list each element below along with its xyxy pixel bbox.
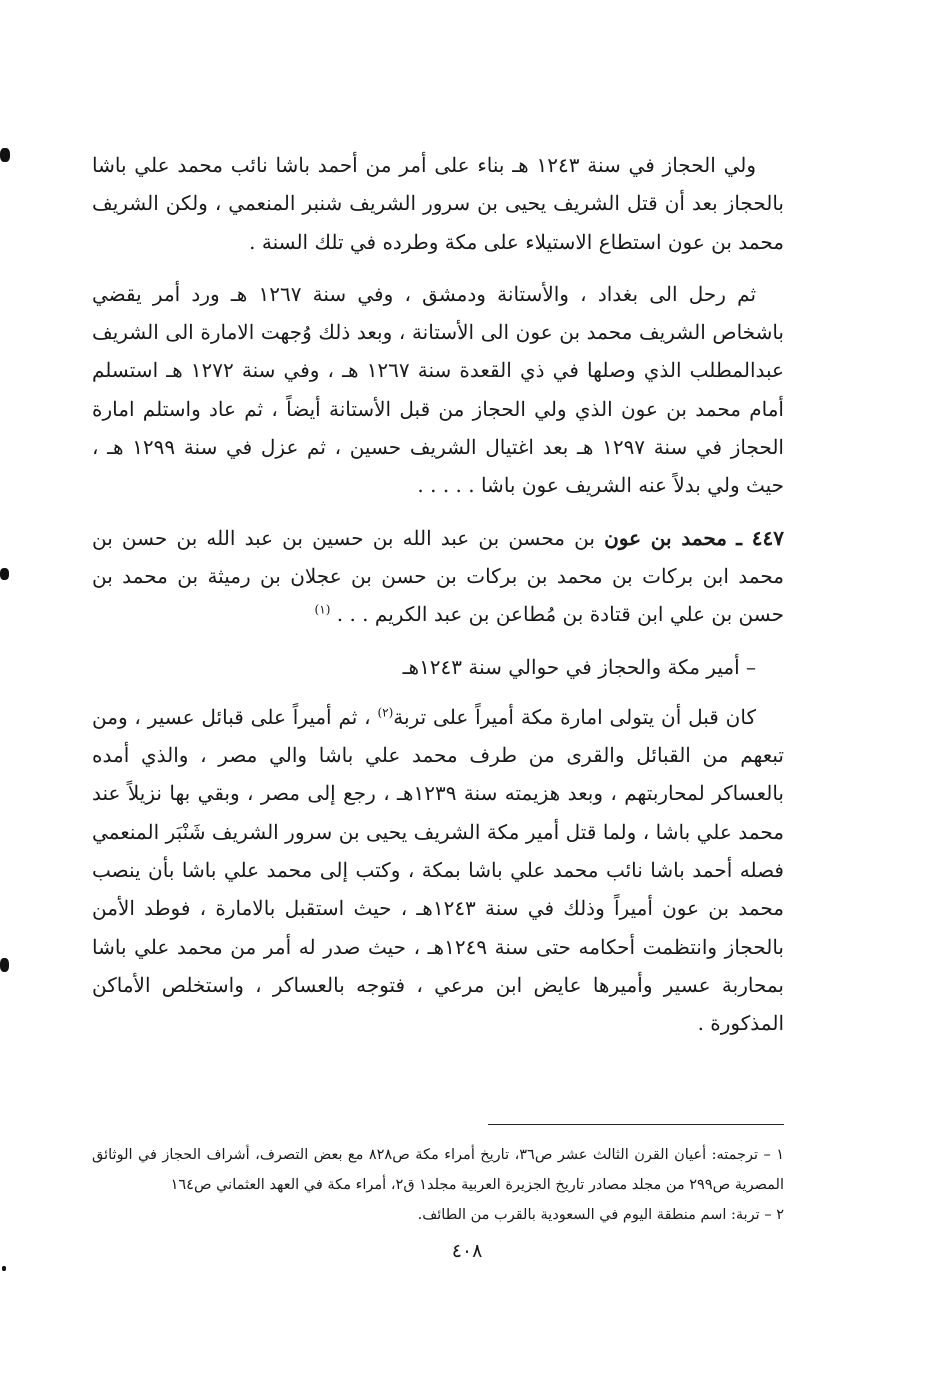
entry-lineage: بن محسن بن عبد الله بن حسين بن عبد الله بن حسن بن محمد ابن بركات بن محمد بن بركات بن حسن بن عجلان بن رميثة بن محمد بن حسن بن علي ابن قتادة بن مُطاعن بن عبد الكريم . . . xyxy=(92,525,784,627)
scan-edge-mark xyxy=(0,148,10,162)
scan-edge-mark xyxy=(0,958,9,972)
scan-edge-mark xyxy=(0,568,9,580)
entry-name: محمد بن عون xyxy=(604,525,728,550)
main-text xyxy=(92,146,784,1057)
footnote-2: ٢ – تربة: اسم منطقة اليوم في السعودية بالقرب من الطائف. xyxy=(417,1207,784,1223)
footnote-1: ١ – ترجمته: أعيان القرن الثالث عشر ص٣٦، تاريخ أمراء مكة ص٨٢٨ مع بعض التصرف، أشراف الحجاز في الوثائق المصرية ص٢٩٩ من مجلد مصادر تاريخ الجزيرة العربية مجلد١ ق٢، أمراء مكة في العهد العثماني ص١٦٤ xyxy=(92,1147,784,1193)
entry-number: ٤٤٧ ـ xyxy=(736,525,784,550)
page-number: ٤٠٨ xyxy=(451,1240,483,1262)
scan-edge-mark xyxy=(2,1266,6,1271)
footnote-ref-1: (١) xyxy=(314,602,331,617)
footnotes xyxy=(92,1140,784,1230)
paragraph-4-start: كان قبل أن يتولى امارة مكة أميراً على تربة xyxy=(393,704,756,729)
footnote-ref-2: (٢) xyxy=(377,705,394,720)
paragraph-4 xyxy=(92,698,784,1043)
biography-entry xyxy=(92,519,784,634)
paragraph-1: ولي الحجاز في سنة ١٢٤٣ هـ بناء على أمر من أحمد باشا نائب محمد علي باشا بالحجاز بعد أن قتل الشريف يحيى بن سرور الشريف شنبر المنعمي ، ولكن الشريف محمد بن عون استطاع الاستيلاء على مكة وطرده في تلك السنة . xyxy=(92,153,784,254)
paragraph-4-rest: ، ثم أميراً على قبائل عسير ، ومن تبعهم من القبائل والقرى من طرف محمد علي باشا والي مصر ، والذي أمده بالعساكر لمحاربتهم ، وبعد هزيمته سنة ١٢٣٩هـ ، رجع إلى مصر ، وبقي بها نزيلاً عند محمد علي باشا ، ولما قتل أمير مكة الشريف يحيى بن سرور الشريف شَنْبَر المنعمي فصله أحمد باشا نائب محمد علي باشا بمكة ، وكتب إلى محمد علي باشا بأن ينصب محمد بن عون أميراً وذلك في سنة ١٢٤٣هـ ، حيث استقبل بالامارة ، فوطد الأمن بالحجاز وانتظمت أحكامه حتى سنة ١٢٤٩هـ ، حيث صدر له أمر من محمد علي باشا بمحاربة عسير وأميرها عايض ابن مرعي ، فتوجه بالعساكر ، واستخلص الأماكن المذكورة . xyxy=(92,704,784,1036)
entry-summary: – أمير مكة والحجاز في حوالي سنة ١٢٤٣هـ xyxy=(402,654,756,679)
footnote-separator xyxy=(488,1124,784,1125)
paragraph-2: ثم رحل الى بغداد ، والأستانة ودمشق ، وفي سنة ١٢٦٧ هـ ورد أمر يقضي باشخاص الشريف محمد بن عون الى الأستانة ، وبعد ذلك وُجهت الامارة الى الشريف عبدالمطلب الذي وصلها في ذي القعدة سنة ١٢٦٧ هـ ، وفي سنة ١٢٧٢ هـ استسلم أمام محمد بن عون الذي ولي الحجاز من قبل الأستانة أيضاً ، ثم عاد واستلم امارة الحجاز في سنة ١٢٩٧ هـ بعد اغتيال الشريف حسين ، ثم عزل في سنة ١٢٩٩ هـ ، حيث ولي بدلاً عنه الشريف عون باشا . . . . . xyxy=(92,281,784,498)
